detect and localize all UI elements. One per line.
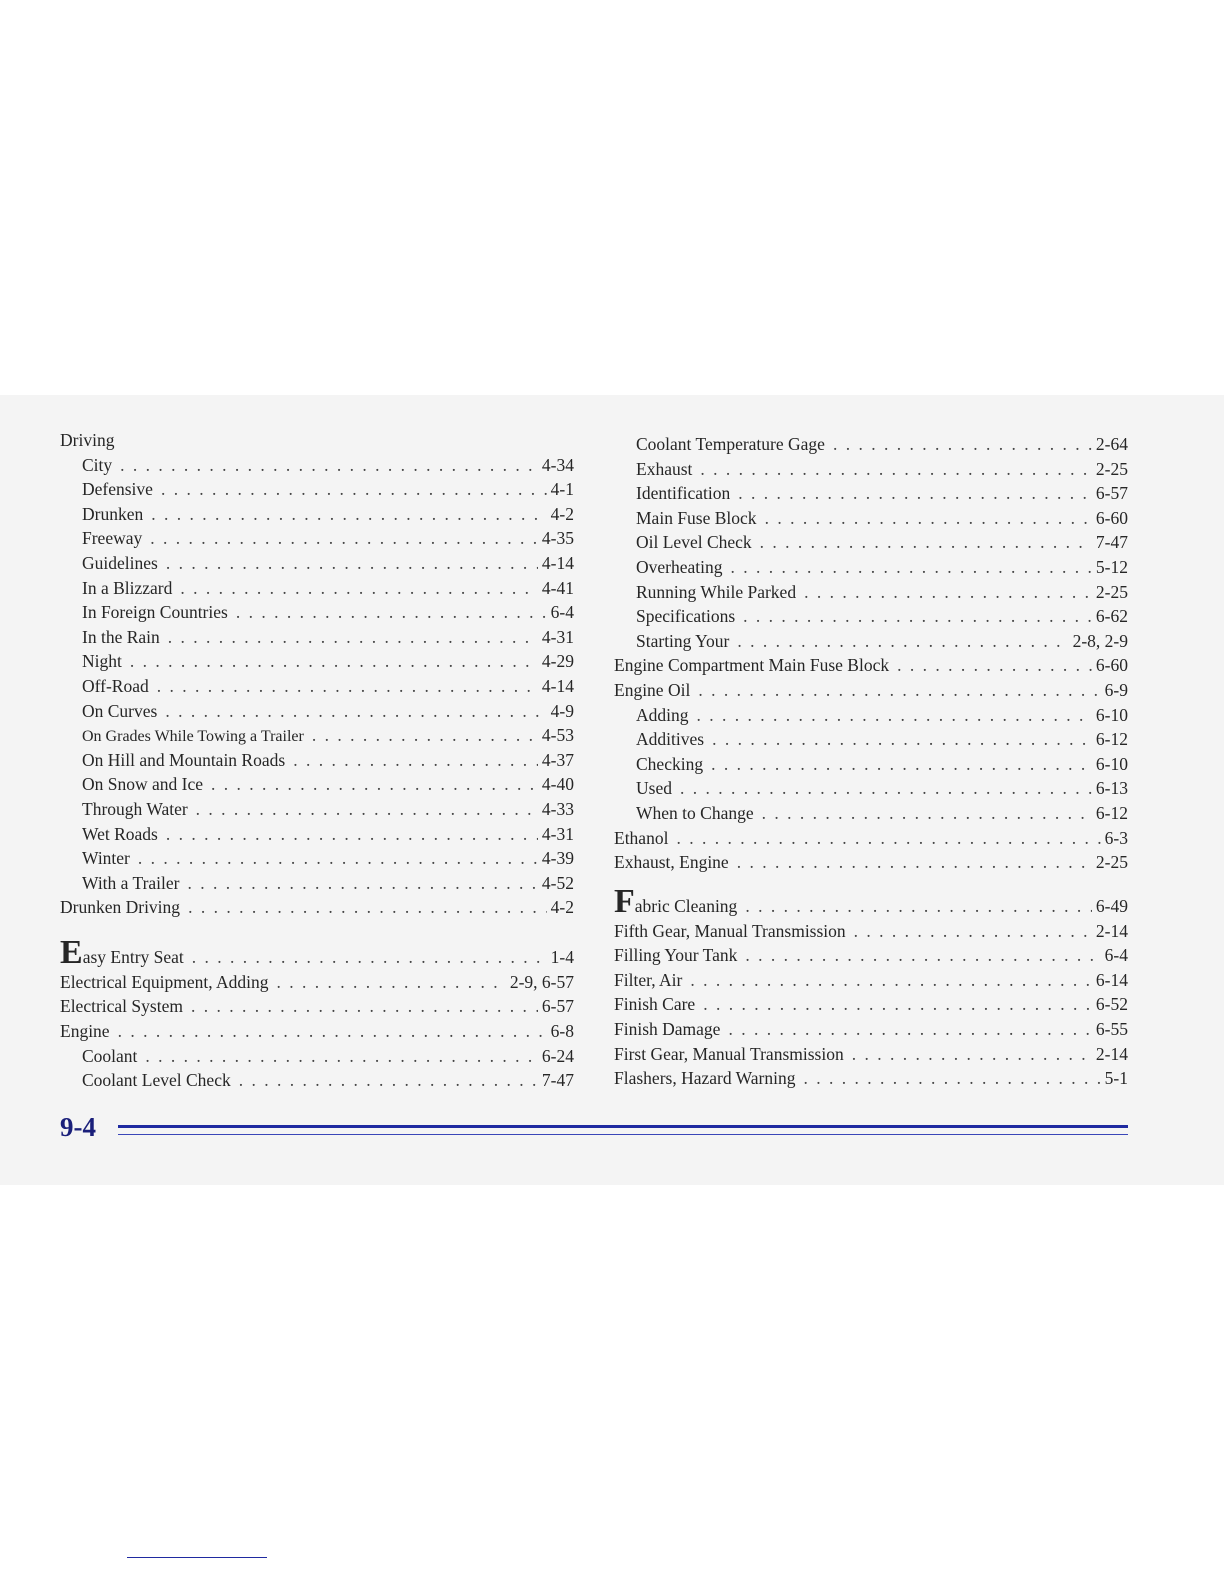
index-entry[interactable]: Off-Road . . . 4-14 xyxy=(60,674,574,699)
index-entry[interactable]: Adding . . . 6-10 xyxy=(614,703,1128,728)
index-entry-engine-compartment[interactable]: Engine Compartment Main Fuse Block . . . 6-60 xyxy=(614,653,1128,678)
footer-rule-thin xyxy=(118,1134,1128,1135)
index-entry-engine[interactable]: Engine . . . 6-8 xyxy=(60,1019,574,1044)
footer-rule xyxy=(118,1125,1128,1128)
section-initial-f: F xyxy=(614,883,635,921)
section-gap xyxy=(60,920,574,940)
index-entry[interactable]: Exhaust, Engine . . . 2-25 xyxy=(614,850,1128,875)
index-entry[interactable]: Finish Damage . . . 6-55 xyxy=(614,1017,1128,1042)
index-entry[interactable]: On Hill and Mountain Roads . . . 4-37 xyxy=(60,748,574,773)
index-entry[interactable]: Additives . . . 6-12 xyxy=(614,727,1128,752)
index-entry[interactable]: Main Fuse Block . . . 6-60 xyxy=(614,506,1128,531)
bottom-link-underline[interactable] xyxy=(127,1557,267,1558)
index-entry[interactable]: Filling Your Tank . . . 6-4 xyxy=(614,943,1128,968)
section-initial-e: E xyxy=(60,934,83,972)
index-heading-driving: Driving xyxy=(60,430,115,450)
index-entry[interactable]: Exhaust . . . 2-25 xyxy=(614,457,1128,482)
index-entry[interactable]: On Grades While Towing a Trailer . . . 4-53 xyxy=(60,723,574,748)
driving-subentries xyxy=(60,453,574,896)
index-entry[interactable]: Oil Level Check . . . 7-47 xyxy=(614,530,1128,555)
index-entry[interactable]: Running While Parked . . . 2-25 xyxy=(614,580,1128,605)
index-entry[interactable]: Fifth Gear, Manual Transmission . . . 2-14 xyxy=(614,919,1128,944)
index-entry[interactable]: Filter, Air . . . 6-14 xyxy=(614,968,1128,993)
index-entry[interactable]: Starting Your . . . 2-8, 2-9 xyxy=(614,629,1128,654)
index-entry[interactable]: Coolant Level Check . . . 7-47 xyxy=(60,1068,574,1093)
index-entry[interactable]: Overheating . . . 5-12 xyxy=(614,555,1128,580)
index-entry[interactable]: Wet Roads . . . 4-31 xyxy=(60,822,574,847)
index-entry[interactable]: Identification . . . 6-57 xyxy=(614,481,1128,506)
index-entry[interactable]: Used . . . 6-13 xyxy=(614,776,1128,801)
index-entry[interactable]: First Gear, Manual Transmission . . . 2-14 xyxy=(614,1042,1128,1067)
index-entry[interactable]: Ethanol . . . 6-3 xyxy=(614,826,1128,851)
index-entry[interactable]: Through Water . . . 4-33 xyxy=(60,797,574,822)
index-entry[interactable]: Coolant . . . 6-24 xyxy=(60,1044,574,1069)
index-entry[interactable]: Coolant Temperature Gage . . . 2-64 xyxy=(614,432,1128,457)
index-entry-drunken-driving[interactable]: Drunken Driving . . . 4-2 xyxy=(60,895,574,920)
index-entry[interactable]: On Snow and Ice . . . 4-40 xyxy=(60,772,574,797)
index-entry[interactable]: In the Rain . . . 4-31 xyxy=(60,625,574,650)
index-entry[interactable]: Night . . . 4-29 xyxy=(60,649,574,674)
index-entry-engine-oil[interactable]: Engine Oil . . . 6-9 xyxy=(614,678,1128,703)
index-entry[interactable]: Guidelines . . . 4-14 xyxy=(60,551,574,576)
index-column-right xyxy=(614,432,1128,1091)
index-entry-fabric-cleaning[interactable]: Fabric Cleaning . . . 6-49 xyxy=(614,889,1128,919)
index-entry[interactable]: City . . . 4-34 xyxy=(60,453,574,478)
index-entry[interactable]: Specifications . . . 6-62 xyxy=(614,604,1128,629)
index-entry-easy-entry-seat[interactable]: Easy Entry Seat . . . 1-4 xyxy=(60,940,574,970)
page-number: 9-4 xyxy=(60,1112,96,1142)
index-column-left xyxy=(60,428,574,1093)
index-entry[interactable]: Checking . . . 6-10 xyxy=(614,752,1128,777)
index-entry[interactable]: Defensive . . . 4-1 xyxy=(60,477,574,502)
index-entry[interactable]: Electrical Equipment, Adding . . . 2-9, 6-57 xyxy=(60,970,574,995)
index-entry[interactable]: On Curves . . . 4-9 xyxy=(60,699,574,724)
index-entry[interactable]: In a Blizzard . . . 4-41 xyxy=(60,576,574,601)
index-entry[interactable]: In Foreign Countries . . . 6-4 xyxy=(60,600,574,625)
index-entry[interactable]: Finish Care . . . 6-52 xyxy=(614,992,1128,1017)
index-entry[interactable]: When to Change . . . 6-12 xyxy=(614,801,1128,826)
index-entry[interactable]: With a Trailer . . . 4-52 xyxy=(60,871,574,896)
index-entry[interactable]: Drunken . . . 4-2 xyxy=(60,502,574,527)
index-entry[interactable]: Flashers, Hazard Warning . . . 5-1 xyxy=(614,1066,1128,1091)
index-entry[interactable]: Freeway . . . 4-35 xyxy=(60,526,574,551)
index-entry[interactable]: Electrical System . . . 6-57 xyxy=(60,994,574,1019)
index-entry[interactable]: Winter . . . 4-39 xyxy=(60,846,574,871)
